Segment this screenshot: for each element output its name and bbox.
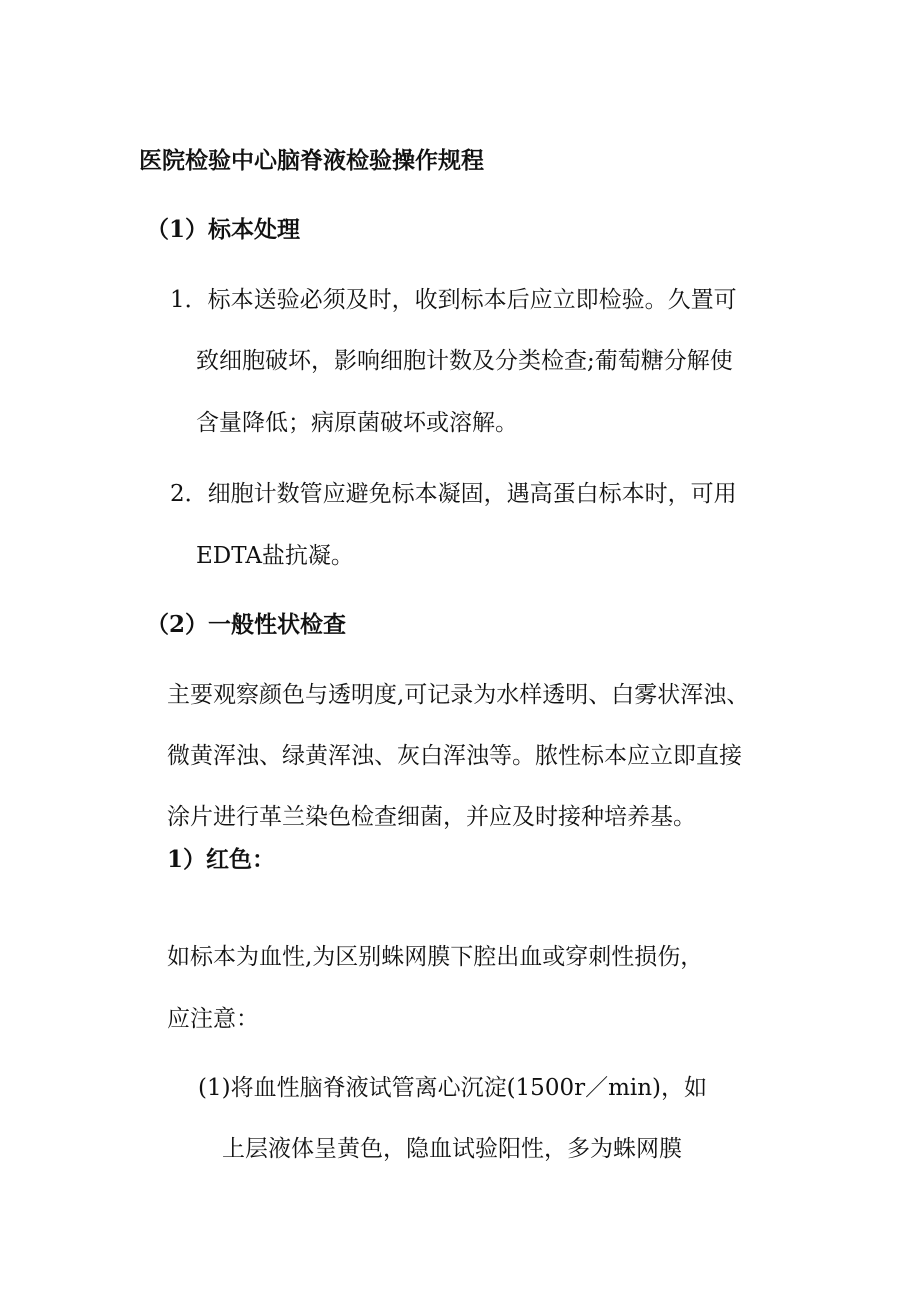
section-heading-specimen-handling: （1）标本处理 (146, 216, 301, 243)
paragraph-line-3: 涂片进行革兰染色检查细菌，并应及时接种培养基。 (167, 804, 696, 830)
red-paragraph-line-2: 应注意： (167, 1006, 259, 1032)
list-item-1-line-1: 1．标本送验必须及时，收到标本后应立即检验。久置可 (170, 287, 737, 313)
paragraph-line-2: 微黄浑浊、绿黄浑浊、灰白浑浊等。脓性标本应立即直接 (167, 743, 742, 769)
list-item-1-line-3: 含量降低；病原菌破坏或溶解。 (196, 410, 518, 436)
red-item-1-line-1: (1)将血性脑脊液试管离心沉淀(1500r／min)，如 (198, 1075, 708, 1101)
list-item-2-line-2: EDTA盐抗凝。 (196, 543, 354, 569)
document-title: 医院检验中心脑脊液检验操作规程 (139, 147, 484, 174)
paragraph-line-1: 主要观察颜色与透明度,可记录为水样透明、白雾状浑浊、 (167, 682, 750, 708)
red-paragraph-line-1: 如标本为血性,为区别蛛网膜下腔出血或穿刺性损伤， (167, 944, 704, 970)
subheading-red: 1）红色： (167, 846, 276, 873)
red-item-1-line-2: 上层液体呈黄色，隐血试验阳性，多为蛛网膜 (222, 1136, 682, 1162)
list-item-2-line-1: 2．细胞计数管应避免标本凝固，遇高蛋白标本时，可用 (170, 481, 737, 507)
list-item-1-line-2: 致细胞破坏，影响细胞计数及分类检查;葡萄糖分解使 (196, 348, 733, 374)
section-heading-general-properties: （2）一般性状检查 (146, 611, 347, 638)
